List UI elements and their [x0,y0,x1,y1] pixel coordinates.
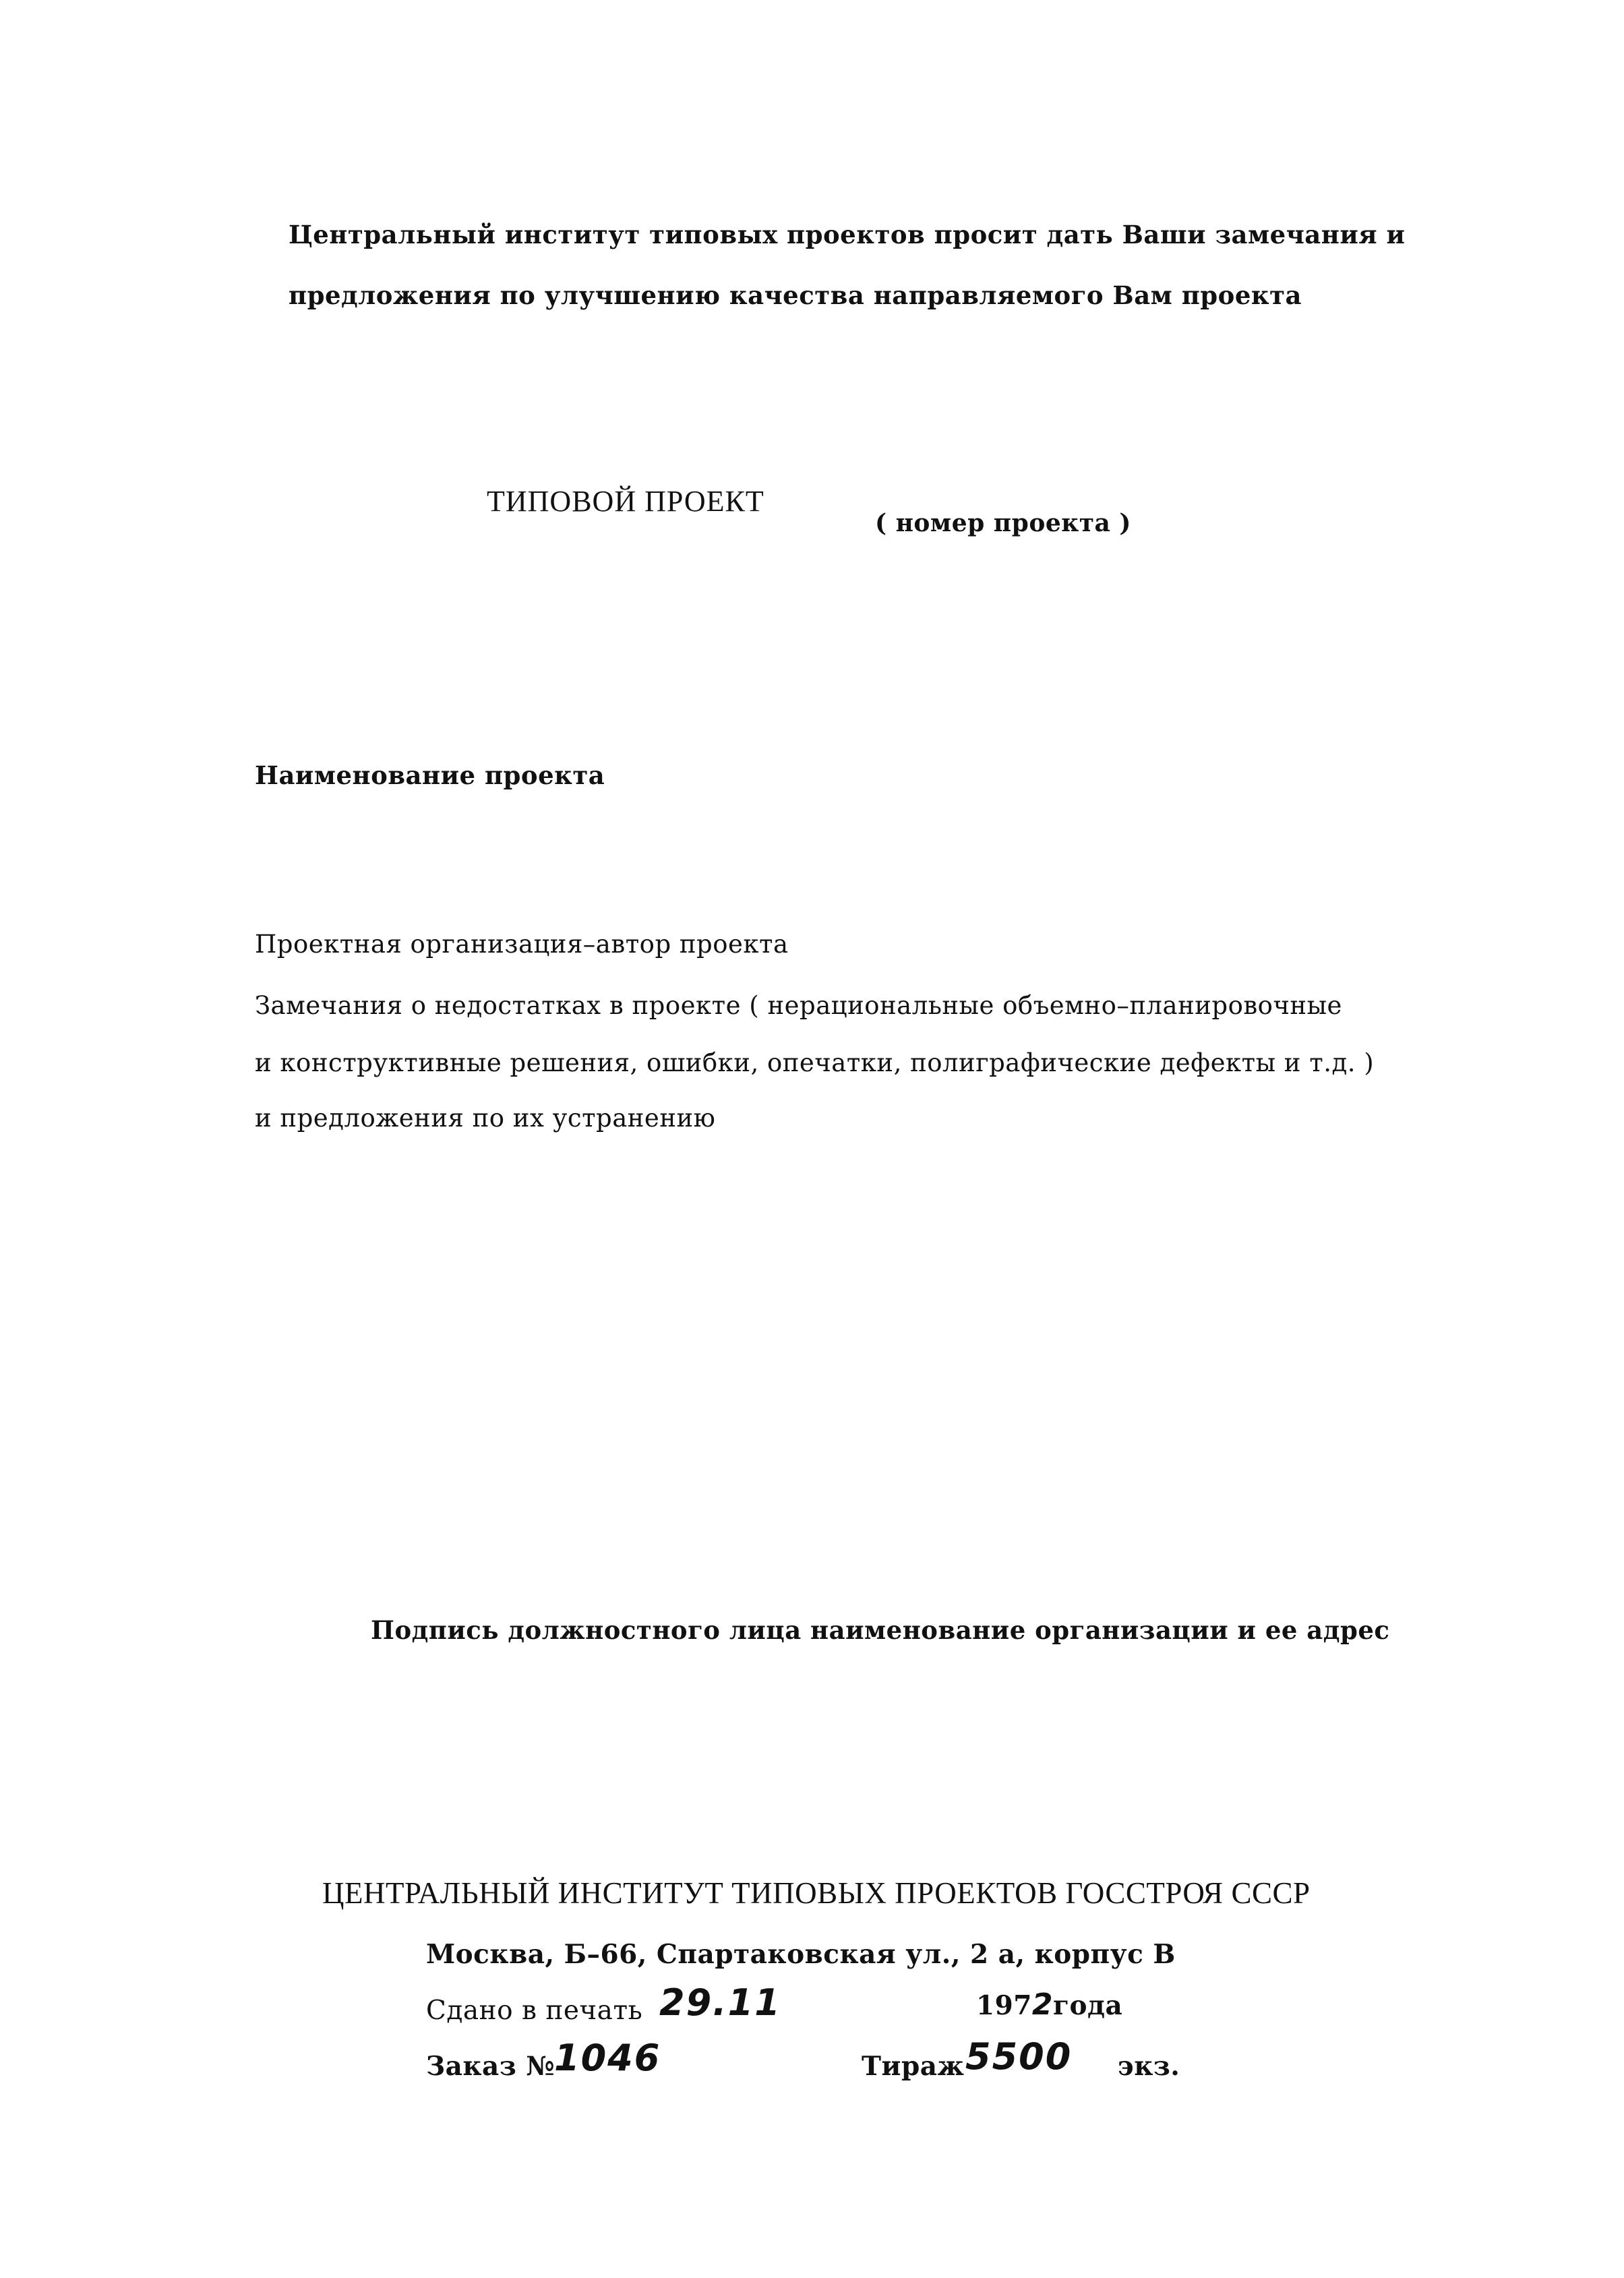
remarks-line-2: и конструктивные решения, ошибки, опечатки, полиграфические дефекты и т.д. ) [255,1048,1375,1077]
signature-label: Подпись должностного лица наименование организации и ее адрес [371,1615,1390,1645]
order-number: 1046 [554,2037,661,2079]
project-number-hint: ( номер проекта ) [875,509,1131,537]
author-org-label: Проектная организация–автор проекта [255,930,789,959]
imprint-institute: ЦЕНТРАЛЬНЫЙ ИНСТИТУТ ТИПОВЫХ ПРОЕКТОВ ГОССТРОЯ СССР [322,1876,1311,1910]
sent-to-print-date: 29.11 [659,1981,781,2024]
sent-to-print-label: Сдано в печать [426,1996,643,2026]
year-group [976,1987,1123,2022]
request-line-2: предложения по улучшению качества направляемого Вам проекта [289,280,1302,310]
remarks-line-3: и предложения по их устранению [255,1104,716,1133]
request-line-1: Центральный институт типовых проектов просит дать Ваши замечания и [289,220,1406,249]
project-title: ТИПОВОЙ ПРОЕКТ [487,485,764,518]
year-digit: 2 [1031,1987,1054,2022]
imprint-address: Москва, Б–66, Спартаковская ул., 2 а, корпус В [426,1939,1176,1970]
order-label: Заказ № [426,2051,555,2082]
year-prefix: 197 [976,1990,1032,2021]
project-name-label: Наименование проекта [255,760,605,790]
year-suffix: года [1053,1990,1123,2021]
run-label: Тираж [862,2051,965,2082]
run-unit: экз. [1118,2051,1180,2082]
run-number: 5500 [965,2035,1073,2078]
remarks-line-1: Замечания о недостатках в проекте ( нерациональные объемно–планировочные [255,991,1342,1020]
